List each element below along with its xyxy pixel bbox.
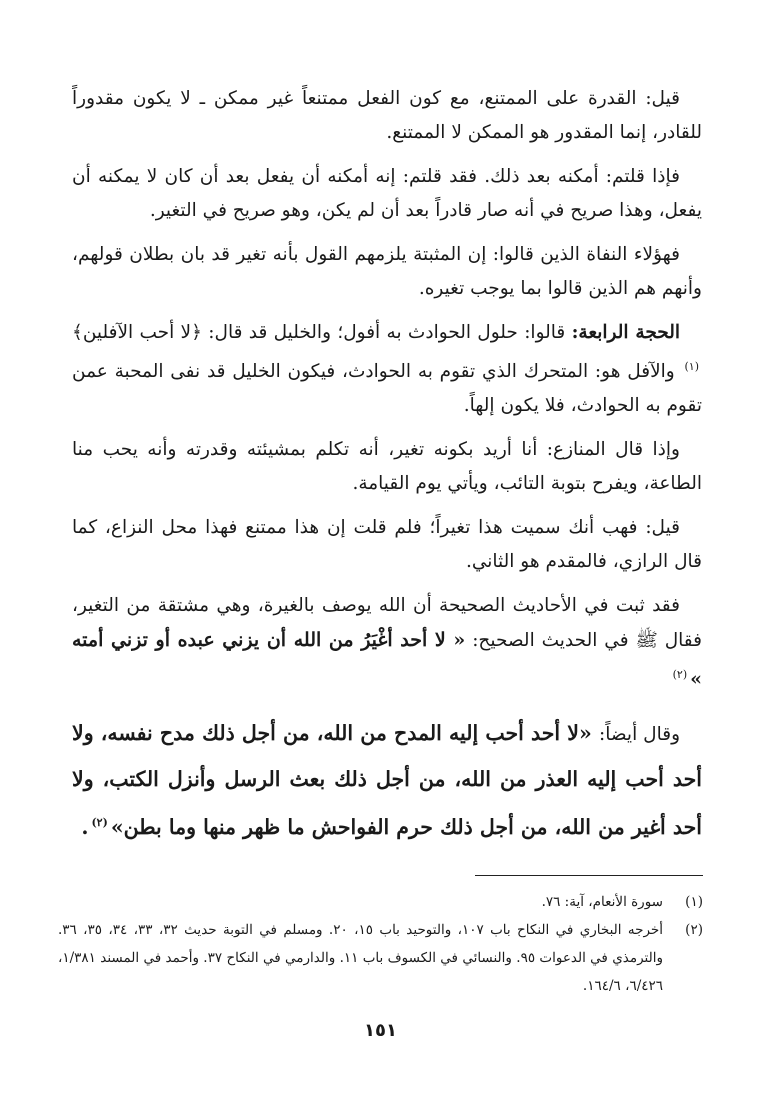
footnote-number: (٢) <box>685 922 703 938</box>
main-text <box>72 82 702 859</box>
quran-quote: ﴿لا أحب الآفلين﴾ <box>72 322 202 343</box>
footnote-number: (١) <box>685 894 703 910</box>
footnote-ref-2a: (٢) <box>672 668 688 682</box>
paragraph-8 <box>72 711 702 849</box>
paragraph-8-end: . <box>81 815 89 840</box>
paragraph-7-text: فقد ثبت في الأحاديث الصحيحة أن الله يوصف بالغيرة، وهي مشتقة من التغير، فقال ﷺ في الحديث الصحيح: <box>72 595 702 652</box>
footnote-divider <box>475 875 703 876</box>
paragraph-5: وإذا قال المنازع: أنا أريد بكونه تغير، أنه تكلم بمشيئته وقدرته وأنه يحب منا الطاعة، ويفرح بتوبة التائب، ويأتي يوم القيامة. <box>72 439 702 495</box>
paragraph-1: قيل: القدرة على الممتنع، مع كون الفعل ممتنعاً غير ممكن ـ لا يكون مقدوراً للقادر، إنما المقدور هو الممكن لا الممتنع. <box>72 88 702 143</box>
hadith-quote-1: « لا أحد أغْيَرُ من الله أن يزني عبده أو تزني أمته » <box>72 629 702 691</box>
paragraph-3: فهؤلاء النفاة الذين قالوا: إن المثبتة يلزمهم القول بأنه تغير قد بان بطلان قولهم، وأنهم هم الذين قالوا بما يوجب تغيره. <box>72 244 702 299</box>
paragraph-4-text-a: قالوا: حلول الحوادث به أفول؛ والخليل قد قال: <box>208 322 566 343</box>
footnote-ref-2b: (٢) <box>91 816 108 830</box>
paragraph-7 <box>72 589 702 697</box>
footnote-2 <box>58 916 703 1000</box>
footnote-1 <box>58 888 703 916</box>
footnote-ref-1: (١) <box>684 360 699 373</box>
footnotes <box>58 888 703 1000</box>
footnote-text: سورة الأنعام، آية: ٧٦. <box>541 894 663 910</box>
paragraph-8-lead: وقال أيضاً: <box>599 724 680 746</box>
paragraph-4-text-b: والآفل هو: المتحرك الذي تقوم به الحوادث، فيكون الخليل قد نفى المحبة عمن تقوم به الحوادث، فلا يكون إلهاً. <box>72 361 702 417</box>
paragraph-4 <box>72 316 702 423</box>
hadith-quote-2: «لا أحد أحب إليه المدح من الله، من أجل ذلك مدح نفسه، ولا أحد أحب إليه العذر من الله، من أجل ذلك بعث الرسل وأنزل الكتب، ولا أحد أغير من الله، من أجل ذلك حرم الفواحش ما ظهر منها وما بطن» <box>72 721 702 840</box>
paragraph-2: فإذا قلتم: أمكنه بعد ذلك. فقد قلتم: إنه أمكنه أن يفعل بعد أن كان لا يمكنه أن يفعل، وهذا صريح في أنه صار قادراً بعد أن لم يكن، وهو صريح في التغير. <box>72 166 702 221</box>
page-number: ١٥١ <box>364 1020 397 1041</box>
paragraph-6: قيل: فهب أنك سميت هذا تغيراً؛ فلم قلت إن هذا ممتنع فهذا محل النزاع، كما قال الرازي، فالمقدم هو الثاني. <box>72 517 702 573</box>
footnote-text: أخرجه البخاري في النكاح باب ١٠٧، والتوحيد باب ١٥، ٢٠. ومسلم في التوبة حديث ٣٢، ٣٣، ٣٤، ٣٥، ٣٦. والترمذي في الدعوات ٩٥. والنسائي في الكسوف باب ١١. والدارمي في النكاح ٣٧. وأحمد في المسند ١/٣٨١، ٦/٤٢٦، ١٦٤/٦. <box>58 922 664 994</box>
section-label: الحجة الرابعة: <box>571 322 680 343</box>
